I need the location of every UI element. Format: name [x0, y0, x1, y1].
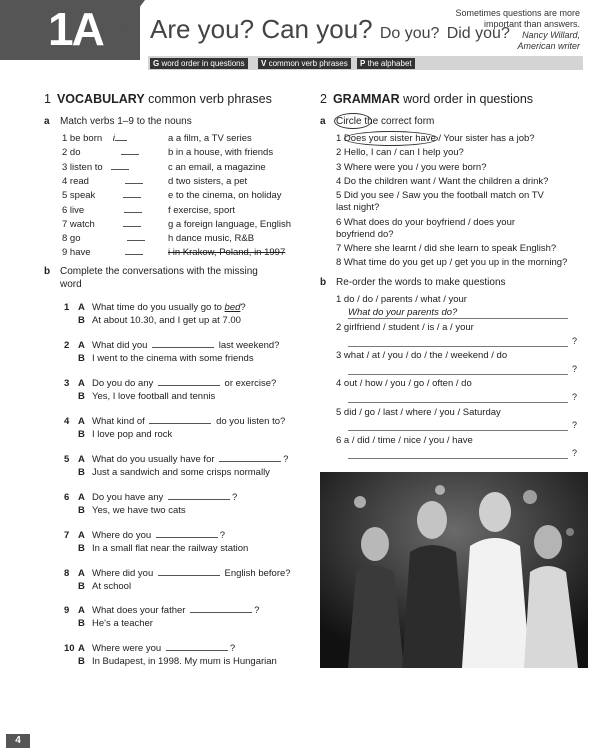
page-number: 4	[6, 734, 30, 748]
vocab-instruction-b-cont: word	[60, 279, 82, 290]
unit-banner-tip	[100, 0, 145, 60]
unit-label: 1A	[48, 3, 103, 55]
grammar-item: 2 Hello, I can / can I help you?	[336, 147, 464, 158]
speaker-a: A	[78, 302, 85, 313]
noun-item: g a foreign language, English	[168, 219, 292, 230]
speaker-a: A	[78, 643, 85, 654]
conversation-item	[64, 605, 304, 635]
reorder-prompt: 6 a / did / time / nice / you / have	[336, 435, 473, 446]
speaker-b: B	[78, 505, 85, 516]
verb-item: 6 live	[62, 205, 142, 217]
conversation-number: 5	[64, 454, 70, 465]
conversation-item	[64, 378, 304, 408]
answer-circle	[344, 131, 438, 146]
grammar-item: 1 Does your sister have / Your sister has a job?	[336, 133, 535, 144]
noun-item: a a film, a TV series	[168, 133, 252, 144]
speaker-b: B	[78, 656, 85, 667]
question-mark: ?	[572, 364, 578, 374]
question-mark: ?	[572, 392, 578, 402]
conversation-item	[64, 302, 304, 332]
conversation-item	[64, 454, 304, 484]
speaker-a-line: What do you usually have for ?	[92, 454, 289, 465]
speaker-a-line: What kind of do you listen to?	[92, 416, 286, 427]
speaker-a-line: Do you do any or exercise?	[92, 378, 277, 389]
noun-item: h dance music, R&B	[168, 233, 255, 244]
speaker-a: A	[78, 454, 85, 465]
reorder-prompt: 5 did / go / last / where / you / Saturday	[336, 407, 501, 418]
grammar-instruction-a: a Circle the correct form	[320, 116, 435, 127]
conversation-item	[64, 416, 304, 446]
verb-item: 9 have	[62, 247, 143, 259]
conversation-number: 8	[64, 568, 70, 579]
conversation-item	[64, 568, 304, 598]
answer-blank[interactable]	[168, 499, 230, 500]
reorder-prompt: 1 do / do / parents / what / your	[336, 294, 467, 305]
conversation-number: 3	[64, 378, 70, 389]
reorder-prompt: 4 out / how / you / go / often / do	[336, 378, 472, 389]
speaker-b-line: At school	[92, 581, 132, 592]
verb-item: 1 be born i	[62, 133, 127, 145]
answer-blank[interactable]	[152, 347, 214, 348]
speaker-a-line: Where did you English before?	[92, 568, 291, 579]
conversation-number: 6	[64, 492, 70, 503]
grammar-item: 4 Do the children want / Want the children a drink?	[336, 176, 549, 187]
photo-friends-at-night	[320, 472, 588, 668]
conversation-item	[64, 340, 304, 370]
quote: Sometimes questions are more important than answers. Nancy Willard, American writer	[455, 8, 580, 51]
grammar-item: 3 Where were you / you were born?	[336, 162, 487, 173]
speaker-b: B	[78, 429, 85, 440]
speaker-a-line: What time do you usually go to bed?	[92, 302, 246, 313]
grammar-item: last night?	[336, 202, 380, 213]
answer-line	[348, 374, 568, 375]
speaker-a: A	[78, 568, 85, 579]
noun-item: d two sisters, a pet	[168, 176, 248, 187]
verb-item: 8 go	[62, 233, 145, 245]
conversation-number: 1	[64, 302, 70, 313]
answer-blank[interactable]	[158, 575, 220, 576]
speaker-b: B	[78, 581, 85, 592]
speaker-a: A	[78, 340, 85, 351]
speaker-b-line: Just a sandwich and some crisps normally	[92, 467, 270, 478]
reorder-prompt: 3 what / at / you / do / the / weekend / do	[336, 350, 508, 361]
noun-item-example: i in Krakow, Poland, in 1997	[168, 247, 286, 258]
noun-item: b in a house, with friends	[168, 147, 274, 158]
grammar-item: 6 What does do your boyfriend / does your	[336, 217, 516, 228]
speaker-b: B	[78, 391, 85, 402]
answer-line	[348, 318, 568, 319]
verb-item: 4 read	[62, 176, 143, 188]
photo-illustration	[320, 472, 588, 668]
conversation-item	[64, 492, 304, 522]
answer-line	[348, 346, 568, 347]
speaker-b-line: I went to the cinema with some friends	[92, 353, 254, 364]
tag-grammar: G word order in questions	[150, 58, 248, 69]
speaker-b-line: In Budapest, in 1998. My mum is Hungarian	[92, 656, 277, 667]
conversation-number: 9	[64, 605, 70, 616]
speaker-b-line: I love pop and rock	[92, 429, 173, 440]
reorder-prompt: 2 girlfriend / student / is / a / your	[336, 322, 474, 333]
speaker-b: B	[78, 315, 85, 326]
verb-item: 7 watch	[62, 219, 141, 231]
grammar-item: 8 What time do you get up / get you up in the morning?	[336, 257, 568, 268]
noun-item: f exercise, sport	[168, 205, 236, 216]
speaker-b-line: He's a teacher	[92, 618, 153, 629]
speaker-b-line: At about 10.30, and I get up at 7.00	[92, 315, 241, 326]
speaker-a-line: What did you last weekend?	[92, 340, 280, 351]
verb-item: 5 speak	[62, 190, 141, 202]
speaker-a: A	[78, 416, 85, 427]
conversation-number: 2	[64, 340, 70, 351]
speaker-b-line: Yes, I love football and tennis	[92, 391, 216, 402]
speaker-a-line: Where were you ?	[92, 643, 236, 654]
speaker-a: A	[78, 530, 85, 541]
speaker-b-line: In a small flat near the railway station	[92, 543, 249, 554]
question-mark: ?	[572, 336, 578, 346]
tag-vocabulary: V common verb phrases	[258, 58, 351, 69]
noun-item: e to the cinema, on holiday	[168, 190, 282, 201]
answer-line	[348, 458, 568, 459]
conversation-item	[64, 643, 304, 673]
conversation-number: 7	[64, 530, 70, 541]
speaker-a: A	[78, 605, 85, 616]
question-mark: ?	[572, 448, 578, 458]
speaker-a-line: What does your father ?	[92, 605, 260, 616]
speaker-b: B	[78, 618, 85, 629]
vocab-instruction-a: a Match verbs 1–9 to the nouns	[44, 116, 192, 127]
speaker-b: B	[78, 467, 85, 478]
answer-blank[interactable]	[166, 650, 228, 651]
verb-item: 3 listen to	[62, 162, 129, 174]
circle-mark	[334, 113, 372, 129]
example-answer: bed	[224, 302, 241, 313]
speaker-b: B	[78, 543, 85, 554]
conversation-number: 10	[64, 643, 75, 654]
lesson-title: Are you? Can you? Do you? Did you?	[150, 14, 510, 44]
reorder-answer: What do your parents do?	[348, 307, 458, 318]
question-mark: ?	[572, 420, 578, 430]
answer-blank[interactable]	[219, 461, 281, 462]
answer-line	[348, 402, 568, 403]
grammar-item: 5 Did you see / Saw you the football match on TV	[336, 190, 544, 201]
grammar-instruction-b: b Re-order the words to make questions	[320, 277, 506, 288]
answer-blank[interactable]	[156, 537, 218, 538]
grammar-item: 7 Where she learnt / did she learn to speak English?	[336, 243, 557, 254]
speaker-a: A	[78, 492, 85, 503]
tag-pronunciation: P the alphabet	[357, 58, 415, 69]
page-header	[0, 0, 600, 72]
answer-blank[interactable]	[158, 385, 220, 386]
speaker-b-line: Yes, we have two cats	[92, 505, 186, 516]
speaker-a-line: Where do you ?	[92, 530, 226, 541]
grammar-item: boyfriend do?	[336, 229, 394, 240]
verb-item: 2 do	[62, 147, 139, 159]
noun-item: c an email, a magazine	[168, 162, 266, 173]
grammar-heading: 2 GRAMMAR word order in questions	[320, 92, 534, 106]
answer-line	[348, 430, 568, 431]
vocab-heading: 1 VOCABULARY common verb phrases	[44, 92, 272, 106]
speaker-a-line: Do you have any ?	[92, 492, 238, 503]
vocab-instruction-b: b Complete the conversations with the missing	[44, 266, 258, 277]
answer-blank[interactable]	[190, 612, 252, 613]
conversation-number: 4	[64, 416, 70, 427]
conversation-item	[64, 530, 304, 560]
answer-blank[interactable]	[149, 423, 211, 424]
speaker-b: B	[78, 353, 85, 364]
speaker-a: A	[78, 378, 85, 389]
